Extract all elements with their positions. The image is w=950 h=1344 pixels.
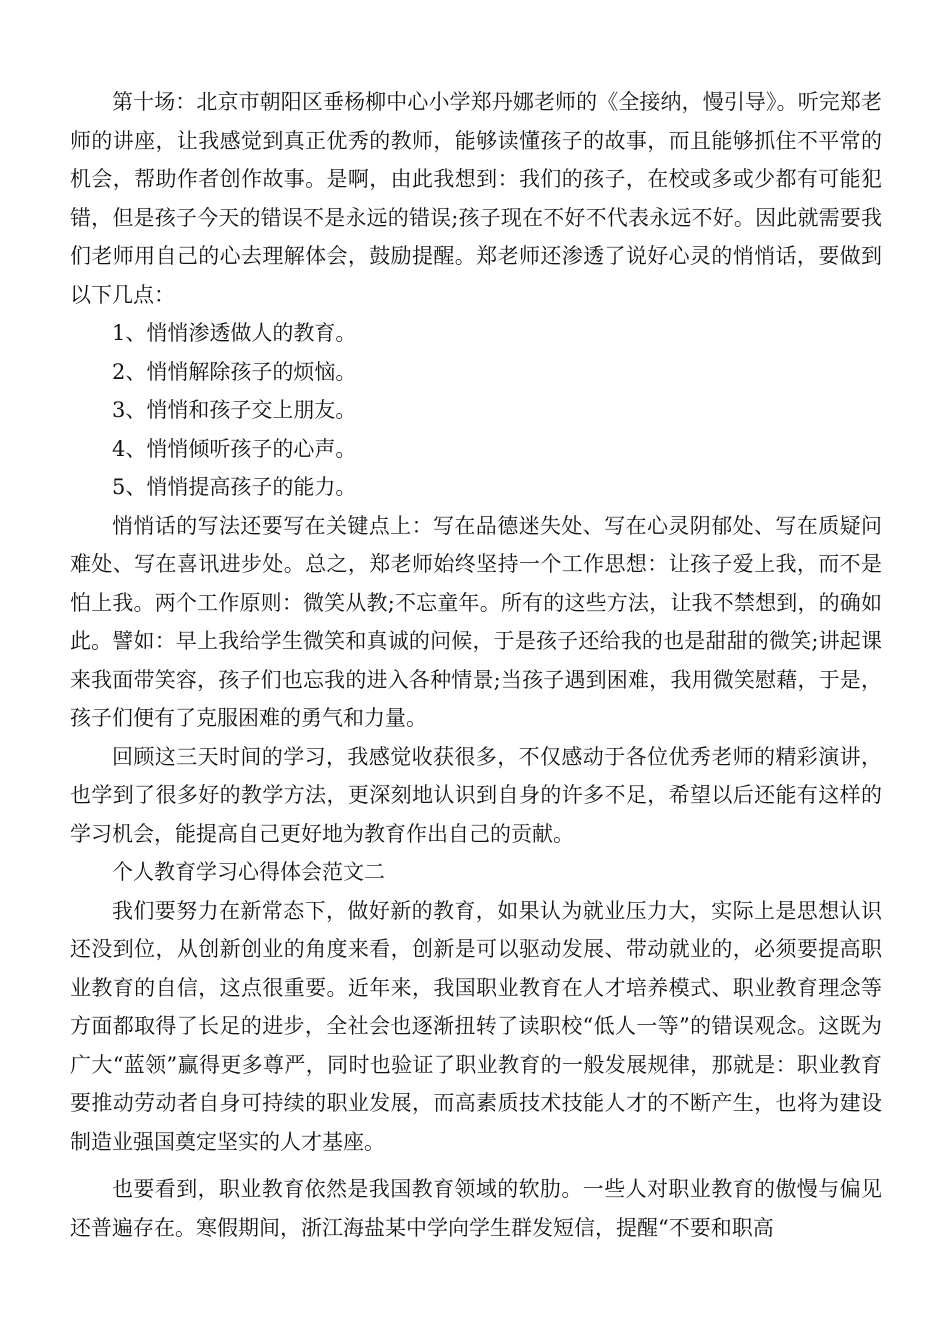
paragraph-review: 回顾这三天时间的学习，我感觉收获很多，不仅感动于各位优秀老师的精彩演讲，也学到了很多好的教学方法，更深刻地认识到自身的许多不足，希望以后还能有这样的学习机会，能提高自己更好地为教育作出自己的贡献。 <box>70 744 882 846</box>
list-item-2: 2、悄悄解除孩子的烦恼。 <box>112 359 357 384</box>
document-page <box>70 83 882 1247</box>
section-heading: 个人教育学习心得体会范文二 <box>112 860 385 884</box>
paragraph-whisper-writing: 悄悄话的写法还要写在关键点上：写在品德迷失处、写在心灵阴郁处、写在质疑问难处、写在喜讯进步处。总之，郑老师始终坚持一个工作思想：让孩子爱上我，而不是怕上我。两个工作原则：微笑从教;不忘童年。所有的这些方法，让我不禁想到，的确如此。譬如：早上我给学生微笑和真诚的问候，于是孩子还给我的也是甜甜的微笑;讲起课来我面带笑容，孩子们也忘我的进入各种情景;当孩子遇到困难，我用微笑慰藉，于是，孩子们便有了克服困难的勇气和力量。 <box>70 513 882 730</box>
paragraph-weakness: 也要看到，职业教育依然是我国教育领域的软肋。一些人对职业教育的傲慢与偏见还普遍存在。寒假期间，浙江海盐某中学向学生群发短信，提醒“不要和职高 <box>70 1177 882 1240</box>
paragraph-new-normal: 我们要努力在新常态下，做好新的教育，如果认为就业压力大，实际上是思想认识还没到位，从创新创业的角度来看，创新是可以驱动发展、带动就业的，必须要提高职业教育的自信，这点很重要。近年来，我国职业教育在人才培养模式、职业教育理念等方面都取得了长足的进步，全社会也逐渐扭转了读职校“低人一等”的错误观念。这既为广大“蓝领”赢得更多尊严，同时也验证了职业教育的一般发展规律，那就是：职业教育要推动劳动者自身可持续的职业发展，而高素质技术技能人才的不断产生，也将为建设制造业强国奠定坚实的人才基座。 <box>70 898 882 1154</box>
paragraph-lecture-ten: 第十场：北京市朝阳区垂杨柳中心小学郑丹娜老师的《全接纳，慢引导》。听完郑老师的讲座，让我感觉到真正优秀的教师，能够读懂孩子的故事，而且能够抓住不平常的机会，帮助作者创作故事。是啊，由此我想到：我们的孩子，在校或多或少都有可能犯错，但是孩子今天的错误不是永远的错误;孩子现在不好不代表永远不好。因此就需要我们老师用自己的心去理解体会，鼓励提醒。郑老师还渗透了说好心灵的悄悄话，要做到以下几点： <box>70 90 882 307</box>
list-item-5: 5、悄悄提高孩子的能力。 <box>112 475 357 499</box>
list-item-4: 4、悄悄倾听孩子的心声。 <box>112 436 357 461</box>
list-item-3: 3、悄悄和孩子交上朋友。 <box>112 398 357 422</box>
list-item-1: 1、悄悄渗透做人的教育。 <box>112 321 357 345</box>
